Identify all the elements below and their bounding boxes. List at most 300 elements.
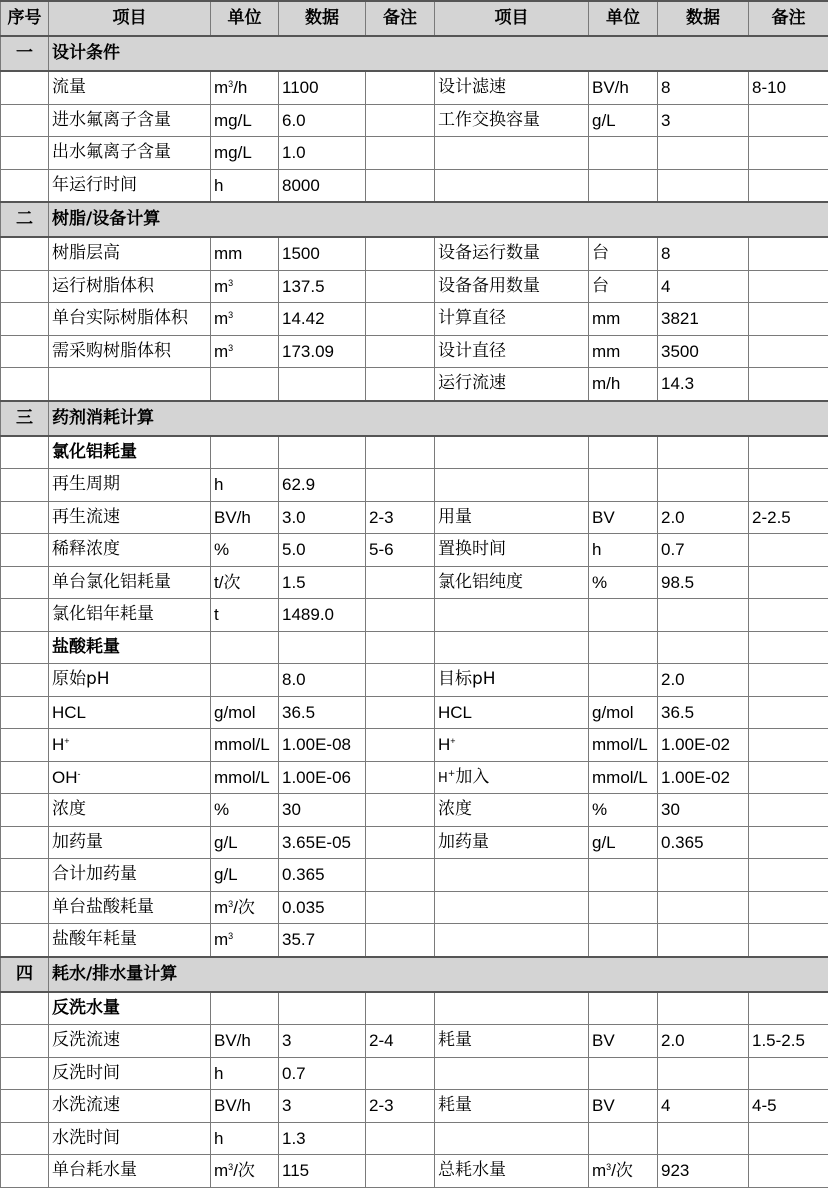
item-cell: 单台盐酸耗量 [49, 891, 211, 924]
seq-cell [1, 104, 49, 137]
note-cell: 5-6 [366, 534, 435, 567]
seq-cell [1, 826, 49, 859]
header-unit-2: 单位 [589, 1, 658, 36]
unit-cell: $m^3$ [211, 924, 279, 957]
data-cell-2 [658, 137, 749, 170]
seq-cell [1, 237, 49, 270]
unit-cell: t/次 [211, 566, 279, 599]
data-cell-2: 3 [658, 104, 749, 137]
header-seq: 序号 [1, 1, 49, 36]
unit-cell-2 [589, 859, 658, 892]
seq-cell [1, 599, 49, 632]
note-cell-2: 2-2.5 [749, 501, 828, 534]
note-cell-2 [749, 534, 828, 567]
note-cell [366, 826, 435, 859]
item-cell: 反洗时间 [49, 1057, 211, 1090]
unit-cell-2 [589, 664, 658, 697]
unit-cell-2: g/L [589, 826, 658, 859]
seq-cell [1, 169, 49, 202]
note-cell [366, 891, 435, 924]
unit-cell-2: mmol/L [589, 729, 658, 762]
table-row [1, 664, 828, 697]
unit-cell-2: $m^3/$次 [589, 1155, 658, 1188]
subheading-cell: 盐酸耗量 [49, 631, 211, 664]
note-cell [366, 71, 435, 104]
section-title: 设计条件 [49, 36, 828, 71]
table-row [1, 761, 828, 794]
header-unit: 单位 [211, 1, 279, 36]
note-cell [366, 566, 435, 599]
section-title: 药剂消耗计算 [49, 401, 828, 436]
table-row [1, 1090, 828, 1123]
note-cell: 2-3 [366, 501, 435, 534]
data-cell: 62.9 [279, 469, 366, 502]
seq-cell [1, 71, 49, 104]
unit-cell: $m^3$ [211, 335, 279, 368]
item-cell: 反洗流速 [49, 1025, 211, 1058]
note-cell [366, 237, 435, 270]
table-row [1, 169, 828, 202]
section-title: 树脂/设备计算 [49, 202, 828, 237]
unit-cell-2: mmol/L [589, 761, 658, 794]
item-cell-2: 设计直径 [435, 335, 589, 368]
data-cell-2: 2.0 [658, 501, 749, 534]
note-cell-2 [749, 599, 828, 632]
item-cell: 水洗流速 [49, 1090, 211, 1123]
note-cell-2 [749, 664, 828, 697]
note-cell [366, 335, 435, 368]
table-row [1, 891, 828, 924]
item-cell: 氯化铝年耗量 [49, 599, 211, 632]
table-row [1, 729, 828, 762]
item-cell: 出水氟离子含量 [49, 137, 211, 170]
unit-cell-2 [589, 599, 658, 632]
note-cell [366, 104, 435, 137]
item-cell-2 [435, 137, 589, 170]
data-cell: 1489.0 [279, 599, 366, 632]
data-cell-2: 2.0 [658, 1025, 749, 1058]
note-cell-2 [749, 566, 828, 599]
item-cell-2: 运行流速 [435, 368, 589, 401]
item-cell: 水洗时间 [49, 1122, 211, 1155]
item-cell-2: 耗量 [435, 1025, 589, 1058]
note-cell-2 [749, 794, 828, 827]
data-cell-2 [658, 1122, 749, 1155]
note-cell [366, 270, 435, 303]
table-row [1, 104, 828, 137]
seq-cell [1, 270, 49, 303]
item-cell-2 [435, 924, 589, 957]
seq-cell [1, 436, 49, 469]
seq-cell [1, 891, 49, 924]
note-cell [366, 794, 435, 827]
data-cell: 0.7 [279, 1057, 366, 1090]
unit-cell: $m^3/h$ [211, 71, 279, 104]
note-cell-2 [749, 436, 828, 469]
data-cell-2: 8 [658, 237, 749, 270]
data-cell: 137.5 [279, 270, 366, 303]
unit-cell: g/L [211, 826, 279, 859]
item-cell-2 [435, 469, 589, 502]
data-cell-2: 1.00E-02 [658, 729, 749, 762]
data-cell [279, 631, 366, 664]
seq-cell [1, 137, 49, 170]
note-cell-2 [749, 368, 828, 401]
data-cell: 5.0 [279, 534, 366, 567]
data-cell-2: 4 [658, 1090, 749, 1123]
data-cell-2 [658, 599, 749, 632]
note-cell [366, 137, 435, 170]
unit-cell: g/L [211, 859, 279, 892]
item-cell-2: 设计滤速 [435, 71, 589, 104]
seq-cell [1, 664, 49, 697]
unit-cell-2: h [589, 534, 658, 567]
item-cell: 单台实际树脂体积 [49, 303, 211, 336]
note-cell-2 [749, 270, 828, 303]
data-cell: 30 [279, 794, 366, 827]
note-cell [366, 631, 435, 664]
item-cell: 盐酸年耗量 [49, 924, 211, 957]
data-cell-2: 36.5 [658, 696, 749, 729]
unit-cell-2 [589, 992, 658, 1025]
data-cell-2 [658, 924, 749, 957]
item-cell: 进水氟离子含量 [49, 104, 211, 137]
note-cell-2: 1.5-2.5 [749, 1025, 828, 1058]
seq-cell [1, 368, 49, 401]
table-row [1, 566, 828, 599]
item-cell: 流量 [49, 71, 211, 104]
item-cell: OH- [49, 761, 211, 794]
item-cell: 浓度 [49, 794, 211, 827]
item-cell-2 [435, 599, 589, 632]
header-note-2: 备注 [749, 1, 828, 36]
data-cell: 3 [279, 1090, 366, 1123]
unit-cell [211, 436, 279, 469]
unit-cell: h [211, 1122, 279, 1155]
note-cell [366, 664, 435, 697]
data-cell: 1.5 [279, 566, 366, 599]
note-cell [366, 761, 435, 794]
header-item: 项目 [49, 1, 211, 36]
table-row [1, 992, 828, 1025]
item-cell: 单台氯化铝耗量 [49, 566, 211, 599]
table-row [1, 335, 828, 368]
seq-cell [1, 924, 49, 957]
item-cell-2: 用量 [435, 501, 589, 534]
data-cell: 1100 [279, 71, 366, 104]
note-cell-2 [749, 696, 828, 729]
seq-cell [1, 534, 49, 567]
item-cell-2: 氯化铝纯度 [435, 566, 589, 599]
note-cell-2 [749, 169, 828, 202]
item-cell: HCL [49, 696, 211, 729]
unit-cell-2 [589, 1057, 658, 1090]
seq-cell [1, 696, 49, 729]
seq-cell [1, 1122, 49, 1155]
item-cell: 再生周期 [49, 469, 211, 502]
note-cell [366, 696, 435, 729]
item-cell-2 [435, 436, 589, 469]
unit-cell-2 [589, 169, 658, 202]
item-cell-2 [435, 1122, 589, 1155]
header-item-2: 项目 [435, 1, 589, 36]
item-cell: 运行树脂体积 [49, 270, 211, 303]
unit-cell-2: 台 [589, 270, 658, 303]
note-cell [366, 924, 435, 957]
section-row-resin-equipment [1, 202, 828, 237]
unit-cell: mg/L [211, 137, 279, 170]
item-cell-2 [435, 859, 589, 892]
unit-cell: BV/h [211, 501, 279, 534]
unit-cell [211, 368, 279, 401]
note-cell-2 [749, 1057, 828, 1090]
table-row [1, 237, 828, 270]
note-cell [366, 303, 435, 336]
section-row-chemical-consumption [1, 401, 828, 436]
data-cell: 3.0 [279, 501, 366, 534]
unit-cell: mmol/L [211, 761, 279, 794]
section-number: 三 [1, 401, 49, 436]
note-cell-2 [749, 631, 828, 664]
table-row [1, 1057, 828, 1090]
note-cell-2 [749, 237, 828, 270]
section-number: 二 [1, 202, 49, 237]
note-cell-2 [749, 303, 828, 336]
table-row [1, 1025, 828, 1058]
table-row [1, 924, 828, 957]
note-cell: 2-3 [366, 1090, 435, 1123]
unit-cell-2 [589, 1122, 658, 1155]
data-cell-2 [658, 436, 749, 469]
seq-cell [1, 1057, 49, 1090]
data-cell-2: 14.3 [658, 368, 749, 401]
seq-cell [1, 1025, 49, 1058]
section-number: 一 [1, 36, 49, 71]
table-row [1, 534, 828, 567]
seq-cell [1, 1155, 49, 1188]
unit-cell-2 [589, 924, 658, 957]
item-cell-2 [435, 1057, 589, 1090]
seq-cell [1, 729, 49, 762]
data-cell-2: 0.7 [658, 534, 749, 567]
data-cell: 8000 [279, 169, 366, 202]
note-cell [366, 469, 435, 502]
data-cell-2 [658, 631, 749, 664]
unit-cell: mm [211, 237, 279, 270]
note-cell-2 [749, 761, 828, 794]
section-row-water-consumption [1, 957, 828, 992]
unit-cell-2 [589, 436, 658, 469]
item-cell: H+ [49, 729, 211, 762]
unit-cell: BV/h [211, 1090, 279, 1123]
item-cell: 单台耗水量 [49, 1155, 211, 1188]
item-cell-2 [435, 631, 589, 664]
data-cell-2: 3500 [658, 335, 749, 368]
item-cell: 合计加药量 [49, 859, 211, 892]
item-cell-2: 置换时间 [435, 534, 589, 567]
item-cell-2: 工作交换容量 [435, 104, 589, 137]
note-cell [366, 1155, 435, 1188]
header-data-2: 数据 [658, 1, 749, 36]
note-cell-2 [749, 891, 828, 924]
table-row [1, 368, 828, 401]
unit-cell: $m^3$ [211, 303, 279, 336]
item-cell-2: H+ [435, 729, 589, 762]
data-cell: 0.365 [279, 859, 366, 892]
data-cell-2: 30 [658, 794, 749, 827]
seq-cell [1, 335, 49, 368]
data-cell: 36.5 [279, 696, 366, 729]
unit-cell-2: BV [589, 1090, 658, 1123]
note-cell [366, 859, 435, 892]
item-cell-2 [435, 891, 589, 924]
data-cell: 115 [279, 1155, 366, 1188]
seq-cell [1, 992, 49, 1025]
table-row [1, 631, 828, 664]
item-cell: 再生流速 [49, 501, 211, 534]
data-cell [279, 992, 366, 1025]
table-row [1, 270, 828, 303]
data-cell: 1.00E-06 [279, 761, 366, 794]
unit-cell-2 [589, 137, 658, 170]
table-row [1, 696, 828, 729]
note-cell [366, 599, 435, 632]
data-cell-2: 4 [658, 270, 749, 303]
data-cell-2: 8 [658, 71, 749, 104]
data-cell-2 [658, 891, 749, 924]
data-cell: 3 [279, 1025, 366, 1058]
item-cell-2: 耗量 [435, 1090, 589, 1123]
data-cell: 1.00E-08 [279, 729, 366, 762]
table-row [1, 303, 828, 336]
item-cell: 加药量 [49, 826, 211, 859]
note-cell-2 [749, 992, 828, 1025]
table-row [1, 436, 828, 469]
unit-cell-2: g/mol [589, 696, 658, 729]
unit-cell-2: % [589, 566, 658, 599]
unit-cell-2: BV/h [589, 71, 658, 104]
note-cell-2 [749, 1122, 828, 1155]
data-cell-2 [658, 169, 749, 202]
data-cell: 8.0 [279, 664, 366, 697]
table-row [1, 859, 828, 892]
section-title: 耗水/排水量计算 [49, 957, 828, 992]
unit-cell-2: mm [589, 303, 658, 336]
unit-cell: $m^3$ [211, 270, 279, 303]
item-cell-2 [435, 992, 589, 1025]
data-cell: 1.3 [279, 1122, 366, 1155]
item-cell-2: H+加入 [435, 761, 589, 794]
table-row [1, 501, 828, 534]
data-cell-2: 3821 [658, 303, 749, 336]
data-cell-2 [658, 469, 749, 502]
note-cell [366, 1057, 435, 1090]
note-cell-2: 8-10 [749, 71, 828, 104]
table-row [1, 599, 828, 632]
item-cell-2: 加药量 [435, 826, 589, 859]
subheading-cell: 反洗水量 [49, 992, 211, 1025]
section-row-design-conditions [1, 36, 828, 71]
unit-cell: g/mol [211, 696, 279, 729]
unit-cell-2 [589, 891, 658, 924]
unit-cell-2: 台 [589, 237, 658, 270]
table-row [1, 794, 828, 827]
seq-cell [1, 1090, 49, 1123]
unit-cell-2: BV [589, 1025, 658, 1058]
data-cell [279, 436, 366, 469]
data-cell: 173.09 [279, 335, 366, 368]
seq-cell [1, 859, 49, 892]
note-cell-2 [749, 924, 828, 957]
unit-cell: mg/L [211, 104, 279, 137]
unit-cell [211, 992, 279, 1025]
data-cell: 35.7 [279, 924, 366, 957]
unit-cell: h [211, 469, 279, 502]
data-cell [279, 368, 366, 401]
data-cell: 1.0 [279, 137, 366, 170]
seq-cell [1, 501, 49, 534]
unit-cell: mmol/L [211, 729, 279, 762]
data-cell: 0.035 [279, 891, 366, 924]
note-cell-2 [749, 729, 828, 762]
unit-cell: h [211, 169, 279, 202]
subheading-cell: 氯化铝耗量 [49, 436, 211, 469]
data-cell: 1500 [279, 237, 366, 270]
header-note: 备注 [366, 1, 435, 36]
data-cell: 6.0 [279, 104, 366, 137]
note-cell [366, 169, 435, 202]
data-cell: 14.42 [279, 303, 366, 336]
item-cell-2: 目标pH [435, 664, 589, 697]
item-cell-2: 设备备用数量 [435, 270, 589, 303]
table-row [1, 71, 828, 104]
data-cell-2 [658, 992, 749, 1025]
unit-cell-2: % [589, 794, 658, 827]
item-cell-2: 总耗水量 [435, 1155, 589, 1188]
seq-cell [1, 794, 49, 827]
unit-cell: h [211, 1057, 279, 1090]
seq-cell [1, 761, 49, 794]
data-cell-2: 0.365 [658, 826, 749, 859]
unit-cell: $m^3/$次 [211, 891, 279, 924]
unit-cell: % [211, 794, 279, 827]
data-cell-2 [658, 859, 749, 892]
note-cell [366, 436, 435, 469]
table-row [1, 1122, 828, 1155]
data-cell-2: 1.00E-02 [658, 761, 749, 794]
section-number: 四 [1, 957, 49, 992]
seq-cell [1, 566, 49, 599]
item-cell-2: HCL [435, 696, 589, 729]
note-cell [366, 368, 435, 401]
item-cell-2 [435, 169, 589, 202]
unit-cell: $m^3/$次 [211, 1155, 279, 1188]
table-row [1, 137, 828, 170]
unit-cell-2: mm [589, 335, 658, 368]
item-cell-2: 设备运行数量 [435, 237, 589, 270]
item-cell: 年运行时间 [49, 169, 211, 202]
item-cell: 稀释浓度 [49, 534, 211, 567]
data-cell-2: 98.5 [658, 566, 749, 599]
item-cell: 需采购树脂体积 [49, 335, 211, 368]
unit-cell [211, 631, 279, 664]
seq-cell [1, 303, 49, 336]
item-cell-2: 计算直径 [435, 303, 589, 336]
note-cell [366, 729, 435, 762]
note-cell-2 [749, 104, 828, 137]
note-cell-2 [749, 1155, 828, 1188]
note-cell [366, 992, 435, 1025]
